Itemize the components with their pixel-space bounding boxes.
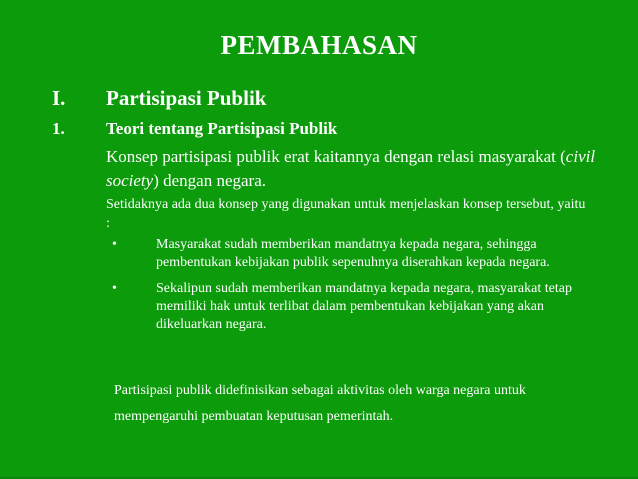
subsection-heading: Teori tentang Partisipasi Publik [106,119,338,138]
paragraph-concepts-intro: Setidaknya ada dua konsep yang digunakan untuk menjelaskan konsep tersebut, yaitu : [106,197,586,231]
paragraph-relation-italic: civil society [106,147,596,190]
bullet-text: Sekalipun sudah memberikan mandatnya kepada negara, masyarakat tetap memiliki hak untuk terlibat dalam pembentukan kebijakan yang akan dikeluarkan negara. [156,281,572,332]
paragraph-relation [106,145,606,193]
subsection-number: 1. [52,119,65,138]
section-number: I. [52,86,66,110]
slide-title: PEMBAHASAN [220,30,418,60]
bullet-text: Masyarakat sudah memberikan mandatnya kepada negara, sehingga pembentukan kebijakan publik sepenuhnya diserahkan kepada negara. [156,237,550,270]
list-item [106,280,586,334]
section-heading: Partisipasi Publik [106,86,267,110]
concept-bullet-list [106,236,586,342]
bullet-icon: • [112,281,117,296]
paragraph-relation-after: ) dengan negara. [153,171,267,190]
paragraph-relation-before: Konsep partisipasi publik erat kaitannya dengan relasi masyarakat ( [106,147,566,166]
paragraph-definition: Partisipasi publik didefinisikan sebagai aktivitas oleh warga negara untuk mempengaruhi pembuatan keputusan pemerintah. [114,383,526,424]
list-item [106,236,586,272]
bullet-icon: • [112,237,117,252]
